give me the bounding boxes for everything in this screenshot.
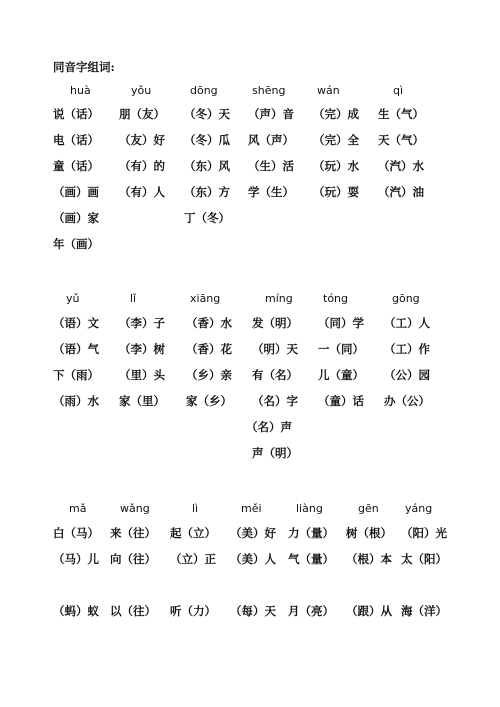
word-cell: （乡）亲	[186, 368, 232, 382]
word-cell: （名）字	[252, 394, 298, 408]
word-cell: （明）天	[252, 342, 298, 356]
word-cell: （同）学	[318, 316, 364, 330]
word-cell: （跟）从	[346, 604, 392, 618]
word-cell: （立）正	[170, 552, 216, 566]
word-cell: 年（画）	[53, 237, 99, 251]
word-cell: 电（话）	[53, 133, 99, 147]
word-cell: （里）头	[119, 368, 165, 382]
pinyin-mei: měi	[241, 502, 262, 515]
pinyin-tong: tóng	[323, 292, 348, 305]
pinyin-sheng: shēng	[252, 84, 286, 97]
word-cell: （香）水	[186, 316, 232, 330]
word-cell: （名）声	[246, 420, 292, 434]
word-cell: 朋（友）	[119, 107, 165, 121]
word-cell: （每）天	[230, 604, 276, 618]
word-cell: （根）本	[346, 552, 392, 566]
pinyin-li2: lì	[192, 502, 199, 515]
word-cell: 起（立）	[170, 526, 216, 540]
word-cell: （画）画	[53, 185, 99, 199]
pinyin-dong: dōng	[190, 84, 218, 97]
pinyin-ming: míng	[265, 292, 293, 305]
word-cell: 有（名）	[252, 368, 298, 382]
word-cell: 发（明）	[252, 316, 298, 330]
word-cell: （语）文	[53, 316, 99, 330]
word-cell: （阳）光	[401, 526, 447, 540]
pinyin-yu: yǔ	[66, 292, 80, 305]
word-cell: 一（同）	[318, 342, 364, 356]
word-cell: 儿（童）	[318, 368, 364, 382]
word-cell: （完）全	[313, 133, 359, 147]
word-cell: （童）话	[318, 394, 364, 408]
word-cell: （东）风	[184, 159, 230, 173]
word-cell: （工）人	[384, 316, 430, 330]
word-cell: （语）气	[53, 342, 99, 356]
pinyin-yang: yáng	[405, 502, 433, 515]
pinyin-you: yǒu	[131, 84, 152, 97]
word-cell: （汽）油	[378, 185, 424, 199]
word-cell: （生）活	[248, 159, 294, 173]
word-cell: 月（亮）	[288, 604, 334, 618]
word-cell: 学（生）	[248, 185, 294, 199]
word-cell: （玩）耍	[313, 185, 359, 199]
word-cell: （工）作	[384, 342, 430, 356]
word-cell: 家（乡）	[186, 394, 232, 408]
word-cell: （画）家	[53, 211, 99, 225]
pinyin-gen: gēn	[358, 502, 379, 515]
word-cell: （李）树	[119, 342, 165, 356]
word-cell: 下（雨）	[53, 368, 99, 382]
pinyin-xiang: xiāng	[190, 292, 221, 305]
word-cell: （汽）水	[378, 159, 424, 173]
pinyin-wan: wán	[317, 84, 340, 97]
word-cell: （友）好	[119, 133, 165, 147]
pinyin-gong: gōng	[392, 292, 420, 305]
word-cell: 气（量）	[288, 552, 334, 566]
word-cell: 童（话）	[53, 159, 99, 173]
word-cell: （玩）水	[313, 159, 359, 173]
word-cell: （美）人	[230, 552, 276, 566]
word-cell: 树（根）	[346, 526, 392, 540]
pinyin-li: lǐ	[130, 292, 137, 305]
word-cell: （有）人	[119, 185, 165, 199]
word-cell: 太（阳）	[401, 552, 447, 566]
word-cell: （雨）水	[53, 394, 99, 408]
word-cell: （香）花	[186, 342, 232, 356]
word-cell: 生（气）	[378, 107, 424, 121]
word-cell: 向（往）	[110, 552, 156, 566]
word-cell: （完）成	[313, 107, 359, 121]
word-cell: （美）好	[230, 526, 276, 540]
page-title: 同音字组词:	[53, 60, 115, 74]
word-cell: （东）方	[184, 185, 230, 199]
word-cell: 听（力）	[170, 604, 216, 618]
word-cell: 丁（冬）	[184, 211, 230, 225]
pinyin-ma: mǎ	[69, 502, 87, 515]
word-cell: 来（往）	[110, 526, 156, 540]
word-cell: 天（气）	[378, 133, 424, 147]
pinyin-liang: liàng	[296, 502, 323, 515]
word-cell: 力（量）	[288, 526, 334, 540]
word-cell: （有）的	[119, 159, 165, 173]
word-cell: （公）园	[384, 368, 430, 382]
pinyin-qi: qì	[393, 84, 404, 97]
word-cell: 风（声）	[248, 133, 294, 147]
word-cell: 办（公）	[384, 394, 430, 408]
word-cell: （李）子	[119, 316, 165, 330]
word-cell: 白（马）	[53, 526, 99, 540]
word-cell: （冬）瓜	[184, 133, 230, 147]
word-cell: 声（明）	[252, 446, 298, 460]
word-cell: （马）儿	[53, 552, 99, 566]
pinyin-wang: wǎng	[120, 502, 150, 515]
pinyin-hua: huà	[70, 84, 91, 97]
word-cell: （声）音	[248, 107, 294, 121]
word-cell: 说（话）	[53, 107, 99, 121]
word-cell: （冬）天	[184, 107, 230, 121]
word-cell: 家（里）	[119, 394, 165, 408]
word-cell: 以（往）	[110, 604, 156, 618]
word-cell: （蚂）蚁	[53, 604, 99, 618]
word-cell: 海（洋）	[401, 604, 447, 618]
